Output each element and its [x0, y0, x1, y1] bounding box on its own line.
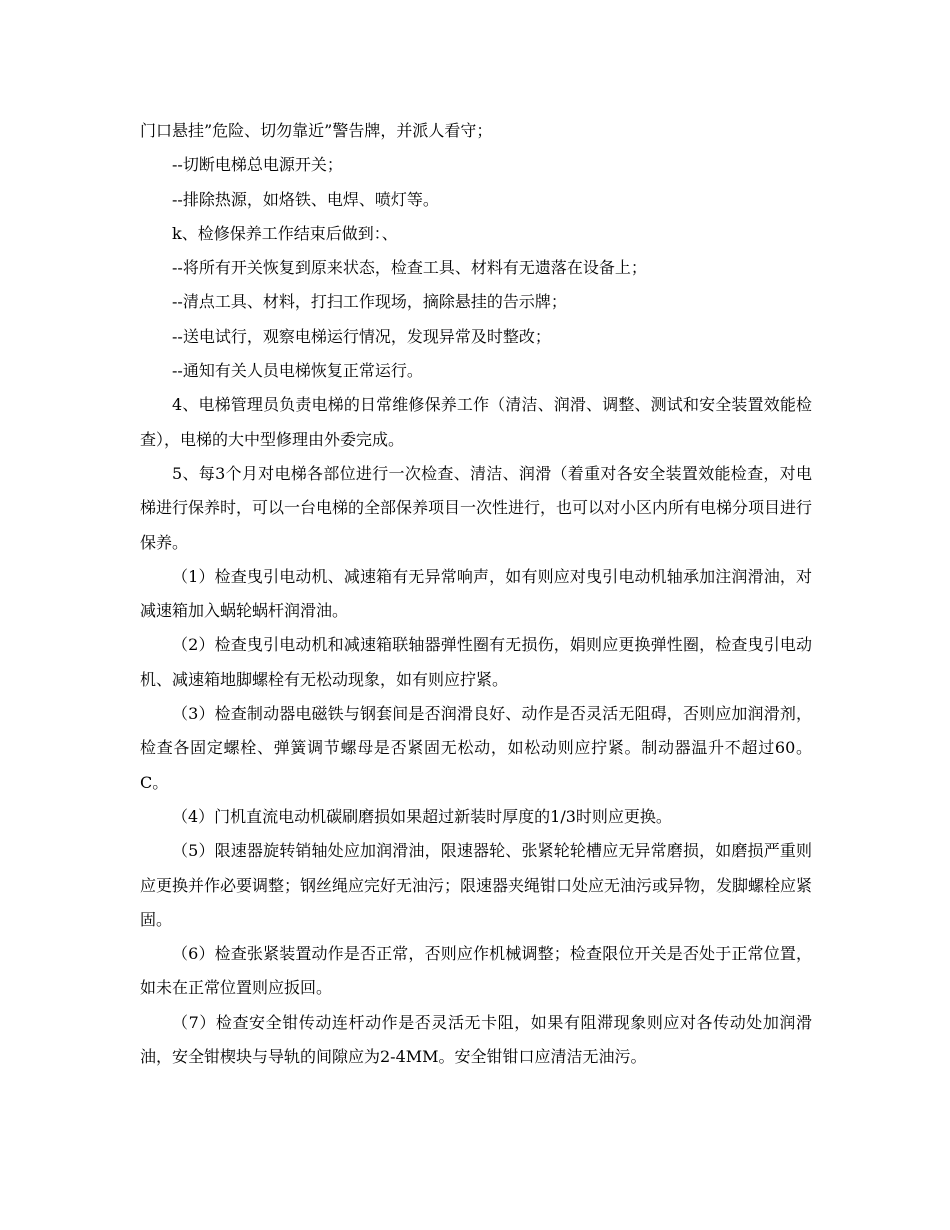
paragraph-sub-7: （7）检查安全钳传动连杆动作是否灵活无卡阻，如果有阻滞现象则应对各传动处加润滑油，安全钳楔块与导轨的间隙应为2-4MM。安全钳钳口应清洁无油污。 — [140, 1012, 812, 1067]
paragraph-restore-switches: --将所有开关恢复到原来状态，检查工具、材料有无遗落在设备上； — [172, 258, 647, 278]
paragraph-item-5: 5、每3个月对电梯各部位进行一次检查、清洁、润滑（着重对各安全装置效能检查，对电梯进行保养时，可以一台电梯的全部保养项目一次性进行，也可以对小区内所有电梯分项目进行保养。 — [140, 463, 813, 552]
paragraph-sub-1: （1）检查曳引电动机、减速箱有无异常响声，如有则应对曳引电动机轴承加注润滑油，对减速箱加入蜗轮蜗杆润滑油。 — [140, 566, 812, 621]
paragraph-sub-2: （2）检查曳引电动机和减速箱联轴器弹性圈有无损伤，娟则应更换弹性圈，检查曳引电动机、减速箱地脚螺栓有无松动现象，如有则应拧紧。 — [140, 635, 812, 689]
paragraph-sub-4: （4）门机直流电动机碳刷磨损如果超过新装时厚度的1/3时则应更换。 — [172, 806, 672, 826]
paragraph-sub-6: （6）检查张紧装置动作是否正常，否则应作机械调整；检查限位开关是否处于正常位置，如未在正常位置则应扳回。 — [140, 944, 812, 998]
paragraph-warning-sign: 门口悬挂”危险、切勿靠近”警告牌，并派人看守； — [140, 121, 493, 140]
paragraph-sub-3: （3）检查制动器电磁铁与钢套间是否润滑良好、动作是否灵活无阻碍，否则应加润滑剂，检查各固定螺栓、弹簧调节螺母是否紧固无松动，如松动则应拧紧。制动器温升不超过60。C。 — [140, 704, 812, 792]
document-body — [140, 114, 812, 1074]
paragraph-sub-5: （5）限速器旋转销轴处应加润滑油，限速器轮、张紧轮轮槽应无异常磨损，如磨损严重则应更换并作必要调整；钢丝绳应完好无油污；限速器夹绳钳口处应无油污或异物，发脚螺栓应紧固。 — [140, 841, 813, 929]
paragraph-clean-tools: --清点工具、材料，打扫工作现场，摘除悬挂的告示牌； — [172, 292, 567, 312]
paragraph-power-test: --送电试行，观察电梯运行情况，发现异常及时整改； — [172, 326, 551, 346]
paragraph-notify-staff: --通知有关人员电梯恢复正常运行。 — [172, 361, 423, 381]
paragraph-after-maintenance: k、检修保养工作结束后做到：、 — [172, 223, 398, 243]
paragraph-cut-power: --切断电梯总电源开关； — [172, 155, 343, 175]
paragraph-remove-heat: --排除热源，如烙铁、电焊、喷灯等。 — [172, 189, 439, 209]
paragraph-item-4: 4、电梯管理员负责电梯的日常维修保养工作（清洁、润滑、调整、测试和安全装置效能检查），电梯的大中型修理由外委完成。 — [140, 395, 812, 449]
